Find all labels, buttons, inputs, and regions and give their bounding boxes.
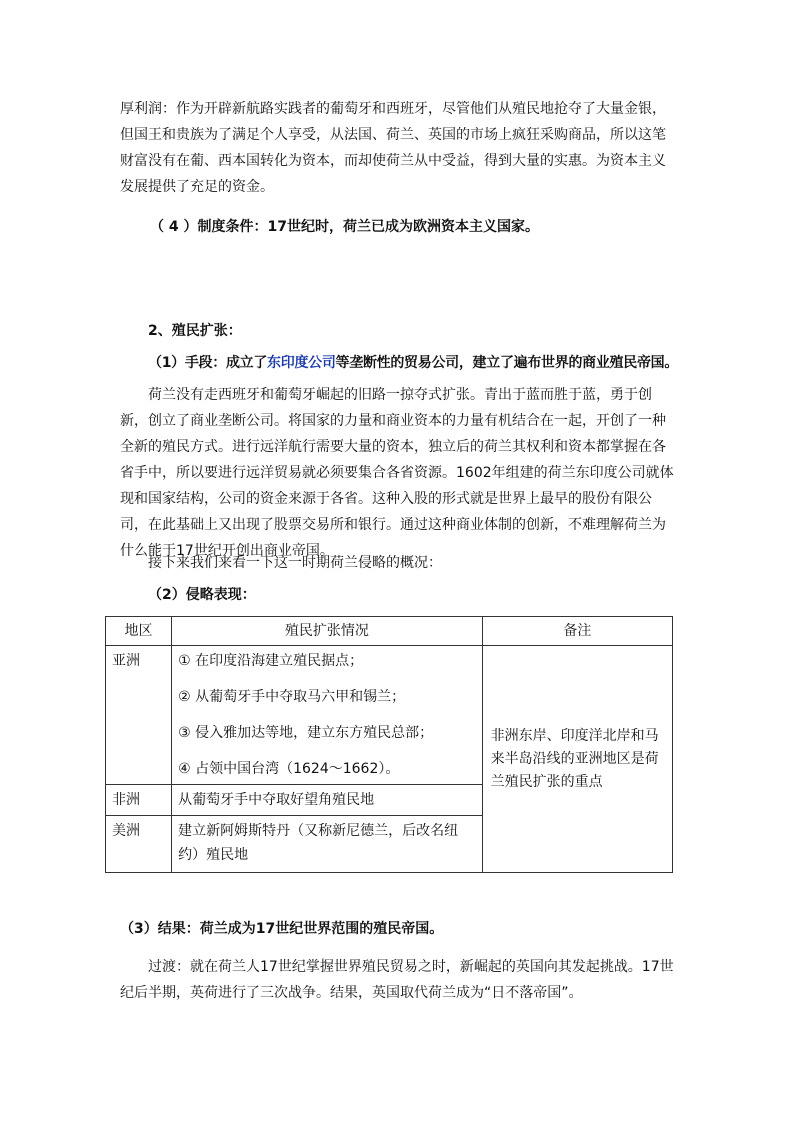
intro-paragraph: 厚利润：作为开辟新航路实践者的葡萄牙和西班牙，尽管他们从殖民地抢夺了大量金银，但国王和贵族为了满足个人享受，从法国、荷兰、英国的市场上疯狂采购商品，所以这笔财富没有在葡、西本国转化为资本，而却使荷兰从中受益，得到大量的实惠。为资本主义发展提供了充足的资金。 [120, 101, 666, 195]
east-india-company-link: 东印度公司 [267, 355, 336, 371]
america-expansion: 建立新阿姆斯特丹（又称新尼德兰，后改名纽约）殖民地 [172, 816, 483, 873]
invasion-table [105, 616, 673, 873]
header-region: 地区 [106, 617, 172, 646]
header-expansion: 殖民扩张情况 [172, 617, 483, 646]
region-asia: 亚洲 [106, 646, 172, 785]
table-header-row [106, 617, 673, 646]
transition-paragraph: 接下来我们来看一下这一时期荷兰侵略的概况： [148, 555, 442, 571]
asia-item-2: ② 从葡萄牙手中夺取马六甲和锡兰； [178, 689, 406, 705]
asia-item-3: ③ 侵入雅加达等地，建立东方殖民总部； [178, 725, 434, 741]
asia-item-1: ① 在印度沿海建立殖民据点； [178, 653, 364, 669]
asia-item-4: ④ 占领中国台湾（1624～1662）。 [178, 761, 400, 777]
result-heading: （3）结果：荷兰成为17世纪世界范围的殖民帝国。 [120, 921, 444, 937]
africa-expansion: 从葡萄牙手中夺取好望角殖民地 [172, 785, 483, 816]
means-prefix: （1）手段：成立了 [148, 355, 268, 371]
asia-expansion [172, 646, 483, 785]
means-suffix: 等垄断性的贸易公司，建立了遍布世界的商业殖民帝国。 [335, 355, 679, 371]
means-heading [148, 350, 688, 376]
means-paragraph: 荷兰没有走西班牙和葡萄牙崛起的旧路一掠夺式扩张。青出于蓝而胜于蓝，勇于创新，创立了商业垄断公司。将国家的力量和商业资本的力量有机结合在一起，开创了一种全新的殖民方式。进行远洋航行需要大量的资本，独立后的荷兰其权利和资本都掌握在各省手中，所以要进行远洋贸易就必须要集合各省资源。1602年组建的荷兰东印度公司就体现和国家结构，公司的资金来源于各省。这种入股的形式就是世界上最早的股份有限公司，在此基础上又出现了股票交易所和银行。通过这种商业体制的创新，不难理解荷兰为什么能于17世纪开创出商业帝国。 [120, 387, 674, 559]
header-remark: 备注 [482, 617, 672, 646]
transition-final-paragraph: 过渡：就在荷兰人17世纪掌握世界殖民贸易之时，新崛起的英国向其发起挑战。17世纪后半期，英荷进行了三次战争。结果，英国取代荷兰成为“日不落帝国”。 [120, 959, 674, 1001]
section-heading-colonial-expansion: 2、殖民扩张： [148, 323, 242, 339]
region-africa: 非洲 [106, 785, 172, 816]
region-america: 美洲 [106, 816, 172, 873]
institution-condition: （ 4 ）制度条件：17世纪时，荷兰已成为欧洲资本主义国家。 [150, 219, 539, 235]
table-row-asia [106, 646, 673, 785]
invasion-heading: （2）侵略表现： [148, 587, 256, 603]
remark-cell: 非洲东岸、印度洋北岸和马来半岛沿线的亚洲地区是荷兰殖民扩张的重点 [482, 646, 672, 873]
